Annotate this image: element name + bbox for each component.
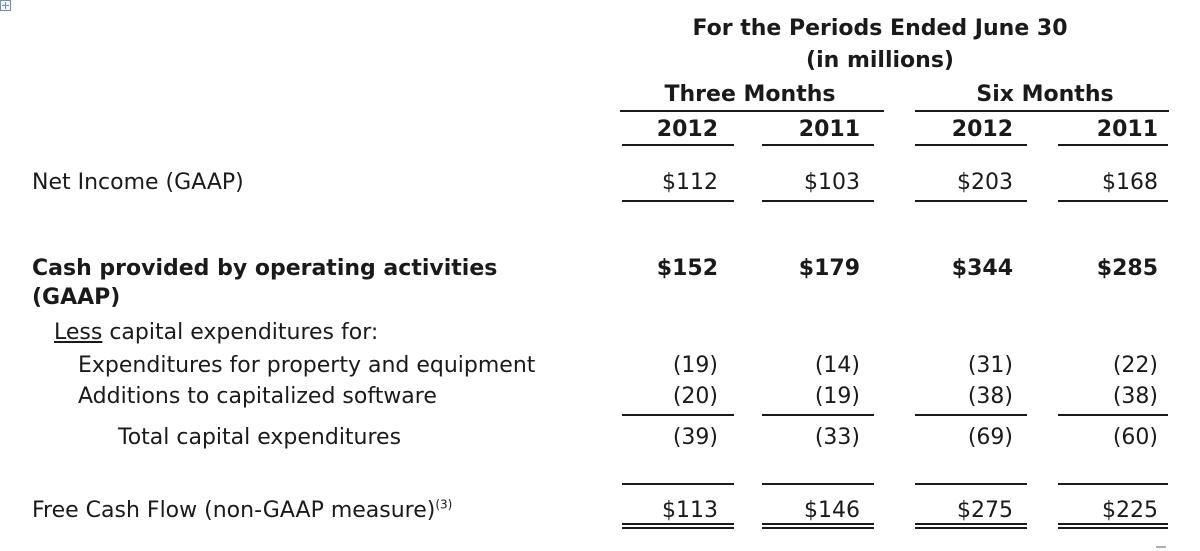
cash-ops-label-line1: Cash provided by operating activities	[32, 256, 498, 281]
fcf-top-rule-3	[915, 483, 1027, 485]
units-heading: (in millions)	[806, 48, 954, 73]
less-capex-heading	[54, 320, 378, 346]
net-income-rule-1	[622, 200, 734, 202]
free-cash-flow-label-text: Free Cash Flow (non-GAAP measure)	[32, 498, 436, 523]
free-cash-flow-value-4: $225	[1102, 498, 1158, 523]
net-income-rule-3	[915, 200, 1027, 202]
cash-ops-value-3: $344	[951, 256, 1013, 281]
property-equipment-value-1: (19)	[672, 353, 718, 378]
cash-ops-label-line2: (GAAP)	[32, 285, 121, 310]
property-equipment-label: Expenditures for property and equipment	[78, 353, 536, 378]
free-cash-flow-value-2: $146	[804, 498, 860, 523]
six-months-heading: Six Months	[976, 82, 1114, 107]
capitalized-software-value-1: (20)	[672, 384, 718, 409]
net-income-label: Net Income (GAAP)	[32, 170, 244, 195]
free-cash-flow-label	[32, 498, 452, 524]
period-heading: For the Periods Ended June 30	[692, 16, 1068, 41]
property-equipment-value-4: (22)	[1112, 353, 1158, 378]
fcf-top-rule-4	[1058, 483, 1168, 485]
year-rule-4	[1058, 144, 1168, 146]
capitalized-software-label: Additions to capitalized software	[78, 384, 437, 409]
capitalized-software-value-4: (38)	[1112, 384, 1158, 409]
capitalized-software-value-3: (38)	[967, 384, 1013, 409]
free-cash-flow-value-1: $113	[662, 498, 718, 523]
software-rule-1	[622, 414, 734, 416]
table-move-handle-icon[interactable]	[0, 0, 11, 11]
fcf-double-rule-2	[762, 523, 874, 529]
net-income-value-2: $103	[804, 170, 860, 195]
fcf-double-rule-4	[1058, 523, 1168, 529]
cash-ops-value-4: $285	[1096, 256, 1158, 281]
property-equipment-value-3: (31)	[967, 353, 1013, 378]
year-rule-3	[915, 144, 1027, 146]
total-capex-value-2: (33)	[814, 425, 860, 450]
three-months-rule	[620, 110, 884, 112]
fcf-double-rule-3	[915, 523, 1027, 529]
fcf-double-rule-1	[622, 523, 734, 529]
year-header-1: 2012	[656, 117, 718, 142]
six-months-rule	[915, 110, 1169, 112]
year-header-3: 2012	[951, 117, 1013, 142]
software-rule-4	[1058, 414, 1168, 416]
year-header-2: 2011	[798, 117, 860, 142]
net-income-value-3: $203	[957, 170, 1013, 195]
less-capex-rest: capital expenditures for:	[102, 320, 379, 345]
software-rule-2	[762, 414, 874, 416]
cash-ops-value-1: $152	[656, 256, 718, 281]
property-equipment-value-2: (14)	[814, 353, 860, 378]
net-income-rule-2	[762, 200, 874, 202]
total-capex-label: Total capital expenditures	[118, 425, 402, 450]
fcf-top-rule-2	[762, 483, 874, 485]
less-capex-underlined: Less	[54, 320, 103, 345]
free-cash-flow-value-3: $275	[957, 498, 1013, 523]
year-rule-1	[622, 144, 734, 146]
capitalized-software-value-2: (19)	[814, 384, 860, 409]
total-capex-value-4: (60)	[1112, 425, 1158, 450]
net-income-value-4: $168	[1102, 170, 1158, 195]
resize-handle-icon[interactable]	[1156, 546, 1166, 548]
three-months-heading: Three Months	[664, 82, 836, 107]
total-capex-value-3: (69)	[967, 425, 1013, 450]
fcf-top-rule-1	[622, 483, 734, 485]
year-header-4: 2011	[1096, 117, 1158, 142]
net-income-rule-4	[1058, 200, 1168, 202]
net-income-value-1: $112	[662, 170, 718, 195]
total-capex-value-1: (39)	[672, 425, 718, 450]
software-rule-3	[915, 414, 1027, 416]
year-rule-2	[762, 144, 874, 146]
footnote-marker: (3)	[435, 497, 453, 512]
cash-ops-value-2: $179	[798, 256, 860, 281]
